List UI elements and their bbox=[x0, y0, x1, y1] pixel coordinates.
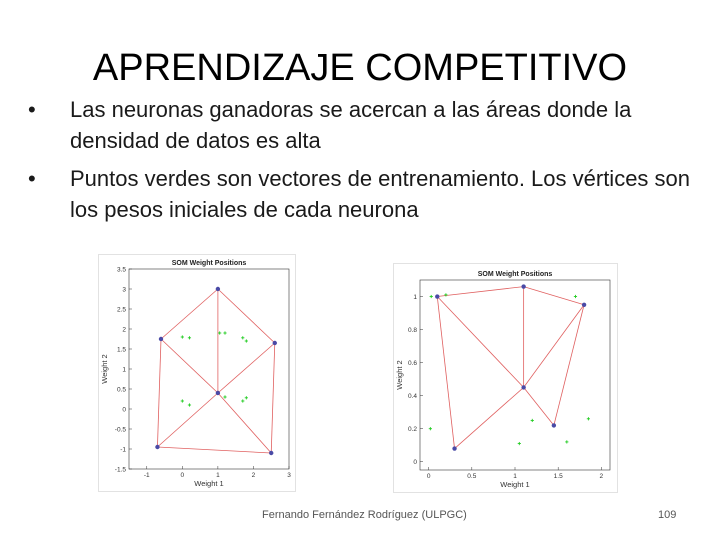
x-axis-label: Weight 1 bbox=[194, 479, 224, 488]
y-tick-label: 0.5 bbox=[116, 386, 126, 394]
footer-author: Fernando Fernández Rodríguez (ULPGC) bbox=[262, 509, 467, 521]
plot-frame bbox=[129, 269, 289, 469]
som-chart-right bbox=[393, 263, 618, 493]
som-chart-left-svg bbox=[99, 255, 295, 491]
bullet-text: Puntos verdes son vectores de entrenamiento. Los vértices son los pesos iniciales de cada neurona bbox=[70, 166, 691, 222]
chart-title: SOM Weight Positions bbox=[171, 260, 247, 267]
slide-title: APRENDIZAJE COMPETITIVO bbox=[92, 47, 628, 89]
som-chart-right-svg bbox=[394, 264, 617, 492]
y-tick-label: 0.6 bbox=[407, 359, 417, 367]
bullet-dot: • bbox=[28, 97, 36, 122]
x-tick-label: 3 bbox=[287, 472, 291, 479]
bullet-item bbox=[28, 94, 708, 156]
neuron-point bbox=[216, 287, 220, 291]
neuron-point bbox=[155, 445, 159, 449]
x-tick-label: 1 bbox=[216, 472, 220, 479]
x-tick-label: 2 bbox=[251, 472, 256, 479]
y-tick-label: 2 bbox=[122, 326, 126, 334]
x-tick-label: 2 bbox=[599, 473, 604, 480]
y-tick-label: -1.5 bbox=[114, 466, 126, 474]
y-tick-label: 0 bbox=[122, 406, 126, 414]
y-tick-label: 0.8 bbox=[407, 326, 417, 334]
neuron-point bbox=[521, 385, 525, 389]
y-tick-label: 0 bbox=[413, 459, 417, 467]
y-tick-label: 1.5 bbox=[116, 346, 126, 354]
y-tick-label: 1 bbox=[122, 366, 126, 374]
bullet-dot: • bbox=[28, 166, 36, 191]
neuron-point bbox=[521, 284, 525, 288]
x-tick-label: 1.5 bbox=[553, 473, 563, 480]
neuron-point bbox=[452, 446, 456, 450]
neuron-point bbox=[435, 294, 439, 298]
bullet-list bbox=[28, 94, 708, 232]
x-tick-label: -1 bbox=[143, 472, 150, 479]
neuron-point bbox=[273, 341, 277, 345]
x-axis-label: Weight 1 bbox=[500, 480, 530, 489]
x-tick-label: 0.5 bbox=[467, 473, 477, 480]
bullet-text: Las neuronas ganadoras se acercan a las áreas donde la densidad de datos es alta bbox=[70, 97, 632, 153]
neuron-point bbox=[216, 391, 220, 395]
neuron-point bbox=[552, 423, 556, 427]
neuron-point bbox=[582, 303, 586, 307]
y-tick-label: 0.2 bbox=[407, 425, 417, 433]
y-axis-label: Weight 2 bbox=[100, 354, 109, 384]
chart-title: SOM Weight Positions bbox=[477, 271, 553, 278]
y-tick-label: 0.4 bbox=[407, 392, 417, 400]
x-tick-label: 0 bbox=[426, 473, 431, 480]
page-number: 109 bbox=[658, 509, 677, 521]
y-tick-label: 1 bbox=[413, 293, 417, 301]
neuron-point bbox=[269, 451, 273, 455]
y-axis-label: Weight 2 bbox=[395, 360, 404, 390]
y-tick-label: -1 bbox=[120, 446, 126, 454]
y-tick-label: 2.5 bbox=[116, 306, 126, 314]
y-tick-label: -0.5 bbox=[114, 426, 126, 434]
x-tick-label: 1 bbox=[513, 473, 517, 480]
y-tick-label: 3 bbox=[122, 286, 126, 294]
bullet-item bbox=[28, 163, 708, 225]
neuron-point bbox=[159, 337, 163, 341]
y-tick-label: 3.5 bbox=[116, 266, 126, 274]
x-tick-label: 0 bbox=[180, 472, 185, 479]
som-chart-left bbox=[98, 254, 296, 492]
